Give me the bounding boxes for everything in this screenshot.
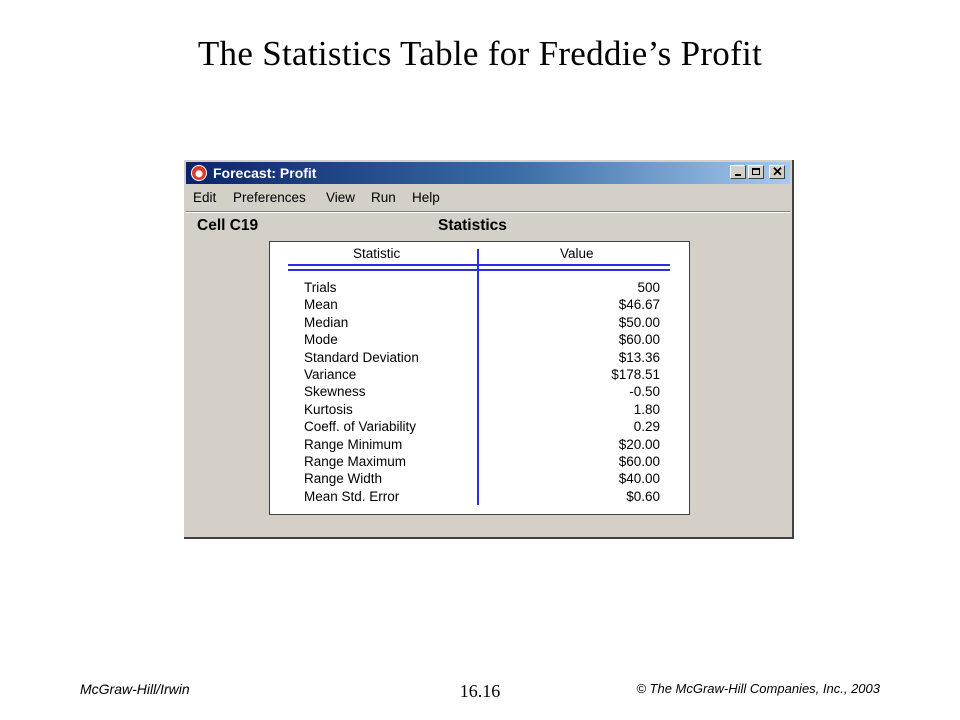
row-value: $40.00	[618, 471, 660, 487]
row-value: -0.50	[629, 384, 660, 400]
table-row	[304, 402, 660, 419]
slide-number: 16.16	[459, 681, 501, 701]
row-value: $13.36	[618, 349, 660, 365]
menu-run[interactable]: Run	[371, 190, 396, 205]
row-statistic: Median	[304, 314, 349, 330]
menu-divider	[186, 211, 790, 213]
row-value: $20.00	[618, 436, 660, 452]
row-statistic: Skewness	[304, 384, 366, 400]
row-statistic: Coeff. of Variability	[304, 419, 417, 435]
close-icon: ✕	[772, 164, 783, 179]
minimize-button[interactable]	[730, 165, 746, 179]
row-statistic: Variance	[304, 366, 357, 382]
app-icon[interactable]	[191, 165, 207, 181]
header-divider-bottom	[288, 269, 670, 271]
window-titlebar[interactable]	[186, 162, 790, 184]
forecast-window	[184, 160, 794, 539]
table-row	[304, 367, 660, 384]
row-statistic: Kurtosis	[304, 401, 353, 417]
footer-publisher: McGraw-Hill/Irwin	[80, 681, 190, 697]
row-statistic: Trials	[304, 280, 337, 295]
row-statistic: Standard Deviation	[304, 349, 419, 365]
table-row	[304, 419, 660, 436]
row-statistic: Mode	[304, 332, 338, 348]
row-value: $178.51	[611, 366, 660, 382]
table-row	[304, 332, 660, 349]
minimize-icon	[735, 174, 741, 176]
row-statistic: Mean Std. Error	[304, 488, 400, 504]
row-statistic: Range Maximum	[304, 453, 407, 469]
column-header-value: Value	[560, 246, 594, 261]
table-row	[304, 489, 660, 506]
menu-help[interactable]: Help	[412, 190, 440, 205]
menu-bar	[186, 187, 790, 209]
row-value: 500	[637, 280, 660, 295]
menu-edit[interactable]: Edit	[193, 190, 217, 205]
row-value: 0.29	[633, 419, 660, 435]
row-statistic: Mean	[304, 297, 338, 313]
row-value: $60.00	[618, 332, 660, 348]
statistics-table	[269, 241, 690, 515]
row-value: 1.80	[633, 401, 660, 417]
row-value: $60.00	[618, 453, 660, 469]
row-value: $50.00	[618, 314, 660, 330]
table-row	[304, 315, 660, 332]
window-title: Forecast: Profit	[213, 165, 317, 181]
close-button[interactable]	[769, 165, 785, 179]
row-value: $0.60	[626, 488, 660, 504]
row-statistic: Range Width	[304, 471, 383, 487]
menu-preferences[interactable]: Preferences	[233, 190, 306, 205]
row-value: $46.67	[618, 297, 660, 313]
table-row	[304, 384, 660, 401]
column-header-statistic: Statistic	[353, 246, 401, 261]
maximize-icon	[752, 168, 760, 175]
cell-label: Cell C19	[197, 217, 259, 234]
table-row	[304, 297, 660, 314]
table-row	[304, 454, 660, 471]
statistics-rows	[304, 280, 660, 506]
menu-view[interactable]: View	[326, 190, 356, 205]
footer-copyright: © The McGraw-Hill Companies, Inc., 2003	[636, 681, 880, 696]
row-statistic: Range Minimum	[304, 436, 403, 452]
header-divider-top	[288, 264, 670, 266]
table-row	[304, 280, 660, 297]
statistics-heading: Statistics	[438, 217, 507, 234]
slide-title: The Statistics Table for Freddie’s Profit	[197, 34, 763, 73]
table-row	[304, 471, 660, 488]
table-row	[304, 437, 660, 454]
maximize-button[interactable]	[748, 165, 764, 179]
table-row	[304, 350, 660, 367]
